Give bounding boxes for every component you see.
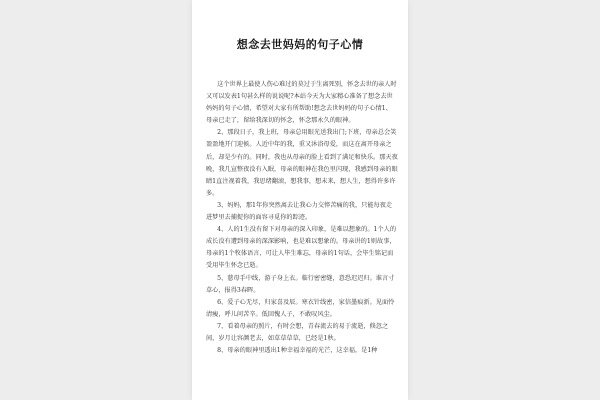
paragraph: 3、妈妈，那1年你突然离去让我心力交悴苦痛的我，只能每夜走进梦里去捕捉你的面容寻觅你的踪迹。 xyxy=(206,201,393,222)
document-title: 想念去世妈妈的句子心情 xyxy=(236,38,364,51)
paragraph: 2、那段日子，我上班，母亲总用眼光送我出门;下班，母亲总会笑盈盈地开门迎候。人近中年的我，重又沐浴母爱，而这在离开母亲之后，却是少有的。同时，我也从母亲的脸上看到了满足和快乐。那天夜晚，我几宣整夜没有入眠，母亲的眼神在我色里闪现，我感到母亲的眼睛1直注视着我，我思绪翻滚，想我事，想未来，想人生，想得许多许多。 xyxy=(206,129,398,197)
paragraph: 4、人的1生没有留下对母亲的深入印象，是难以想象的。1个人的成长没有遭到母亲的深深影响，也是难以想象的。母亲讲的1则故事，母亲的1个牧体语言，可让人毕生难忘，母亲的1句话，会毕生铭记而受用毕生怀念已逝。 xyxy=(206,226,397,270)
paragraph: 7、看着母亲的照片，有时会想，青春流去的易于流逝，倏忽之间，岁月让容颜老去，如草草草草，已经是1秋。 xyxy=(206,322,389,342)
paragraph: 这个世界上最使人伤心难过的莫过于生离死别，怀念去世的亲人时又可以发表1句甚么样的说说呢?本站今天为大家精心准备了想念去世妈妈的句子心情，希望对大家有所帮助!想念去世妈妈的句子心情1、母亲已走了，留给我深切的怀念，怀念那永久的眼神。 xyxy=(206,81,397,125)
paragraph: 8、母亲的眼神里透出1种幸福幸福的光芒，这幸福，是1种 xyxy=(217,347,378,355)
paragraph: 5、慈母手中线，游子身上衣。临行密密缝，意恐迟迟归。谁言寸草心，报得3春晖。 xyxy=(206,274,395,294)
document-body xyxy=(206,79,398,357)
paragraph: 6、爱子心无尽，归家喜及辰。寒衣针线密，家信墨痕新。见面怜清瘦，呼儿问苦辛。低回愧人子，不敢叹风尘。 xyxy=(206,298,395,318)
